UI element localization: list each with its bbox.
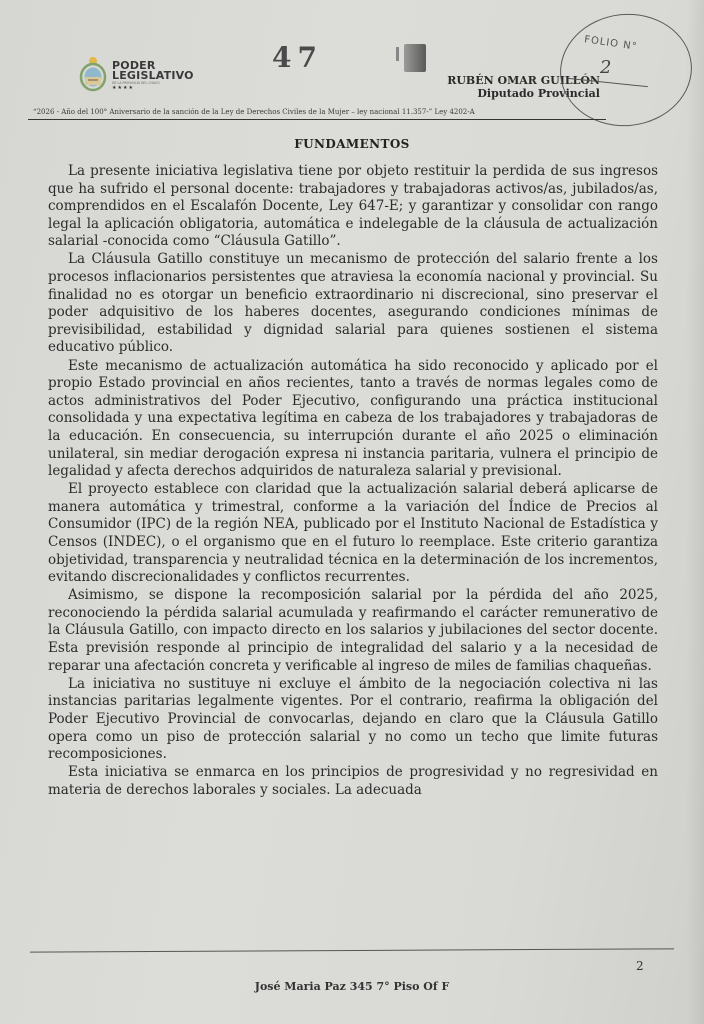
deputy-name: RUBÉN OMAR GUILLÓN bbox=[447, 74, 600, 87]
paragraph: Este mecanismo de actualización automática ha sido reconocido y aplicado por el propio Estado provincial en años recientes, tanto a través de normas legales como de actos administrativos del Poder Ejecutivo, configurando una práctica institucional consolidada y una expectativa legítima en cabeza de los trabajadores y trabajadoras de la educación. En consecuencia, su interrupción durante el año 2025 o eliminación unilateral, sin mediar derogación expresa ni instancia paritaria, vulnera el principio de legalidad y afecta derechos adquiridos de naturaleza salarial y previsional. bbox=[48, 357, 658, 480]
ink-smudge bbox=[404, 44, 426, 72]
deputy-role: Diputado Provincial bbox=[477, 87, 600, 100]
handwritten-page-number: 47 bbox=[272, 41, 323, 74]
paragraph: La iniciativa no sustituye ni excluye el ámbito de la negociación colectiva ni las instancias paritarias legalmente vigentes. Por el contrario, reafirma la obligación del Poder Ejecutivo Provincial de convocarlas, dejando en claro que la Cláusula Gatillo opera como un piso de protección salarial y no como un techo que limite futuras recomposiciones. bbox=[48, 675, 658, 763]
document-title: FUNDAMENTOS bbox=[294, 137, 410, 151]
paragraph: El proyecto establece con claridad que la actualización salarial deberá aplicarse de manera automática y trimestral, conforme a la variación del Índice de Precios al Consumidor (IPC) de la región NEA, publicado por el Instituto Nacional de Estadística y Censos (INDEC), o el organismo que en el futuro lo reemplace. Este criterio garantiza objetividad, transparencia y neutralidad técnica en la determinación de los incrementos, evitando discrecionalidades y conflictos recurrentes. bbox=[48, 481, 658, 586]
folio-stamp-value: 2 bbox=[600, 57, 612, 78]
logo-stars: ★★★★ bbox=[112, 85, 134, 91]
logo-line-2: LEGISLATIVO bbox=[112, 69, 194, 82]
document-body bbox=[48, 163, 658, 799]
page-edge-shadow bbox=[686, 0, 704, 1024]
header-motto: “2026 - Año del 100° Aniversario de la sanción de la Ley de Derechos Civiles de la Mujer – ley nacional 11.357-” Ley 4202-A bbox=[33, 108, 475, 116]
header-rule bbox=[28, 119, 606, 120]
legislature-logo bbox=[112, 61, 194, 91]
logo-line-1: PODER bbox=[112, 59, 156, 72]
paragraph: La Cláusula Gatillo constituye un mecanismo de protección del salario frente a los procesos inflacionarios persistentes que atraviesa la economía nacional y provincial. Su finalidad no es otorgar un beneficio extraordinario ni discrecional, sino preservar el poder adquisitivo de los haberes docentes, asegurando condiciones mínimas de previsibilidad, estabilidad y dignidad salarial para quienes sostienen el sistema educativo público. bbox=[48, 251, 658, 356]
paragraph: Esta iniciativa se enmarca en los principios de progresividad y no regresividad en materia de derechos laborales y sociales. La adecuada bbox=[48, 764, 658, 798]
footer-page-number: 2 bbox=[636, 959, 644, 973]
folio-stamp-label: FOLIO N° bbox=[583, 34, 639, 53]
logo-line-3: DE LA PROVINCIA DEL CHACO bbox=[112, 81, 160, 85]
ink-mark bbox=[396, 47, 399, 61]
provincial-coat-of-arms-icon bbox=[78, 56, 108, 92]
footer-rule bbox=[30, 948, 674, 953]
paragraph: Asimismo, se dispone la recomposición salarial por la pérdida del año 2025, reconociendo la pérdida salarial acumulada y reafirmando el carácter remunerativo de la Cláusula Gatillo, con impacto directo en los salarios y jubilaciones del sector docente. Esta previsión responde al principio de integralidad del salario y a la necesidad de reparar una afectación concreta y verificable al ingreso de miles de familias chaqueñas. bbox=[48, 587, 658, 674]
footer-address: José Maria Paz 345 7° Piso Of F bbox=[254, 980, 450, 993]
paragraph: La presente iniciativa legislativa tiene por objeto restituir la perdida de sus ingresos que ha sufrido el personal docente: trabajadores y trabajadoras activos/as, jubilados/as, comprendidos en el Escalafón Docente, Ley 647-E; y garantizar y consolidar con rango legal la aplicación obligatoria, automática e indelegable de la cláusula de actualización salarial -conocida como “Cláusula Gatillo”. bbox=[48, 163, 658, 250]
